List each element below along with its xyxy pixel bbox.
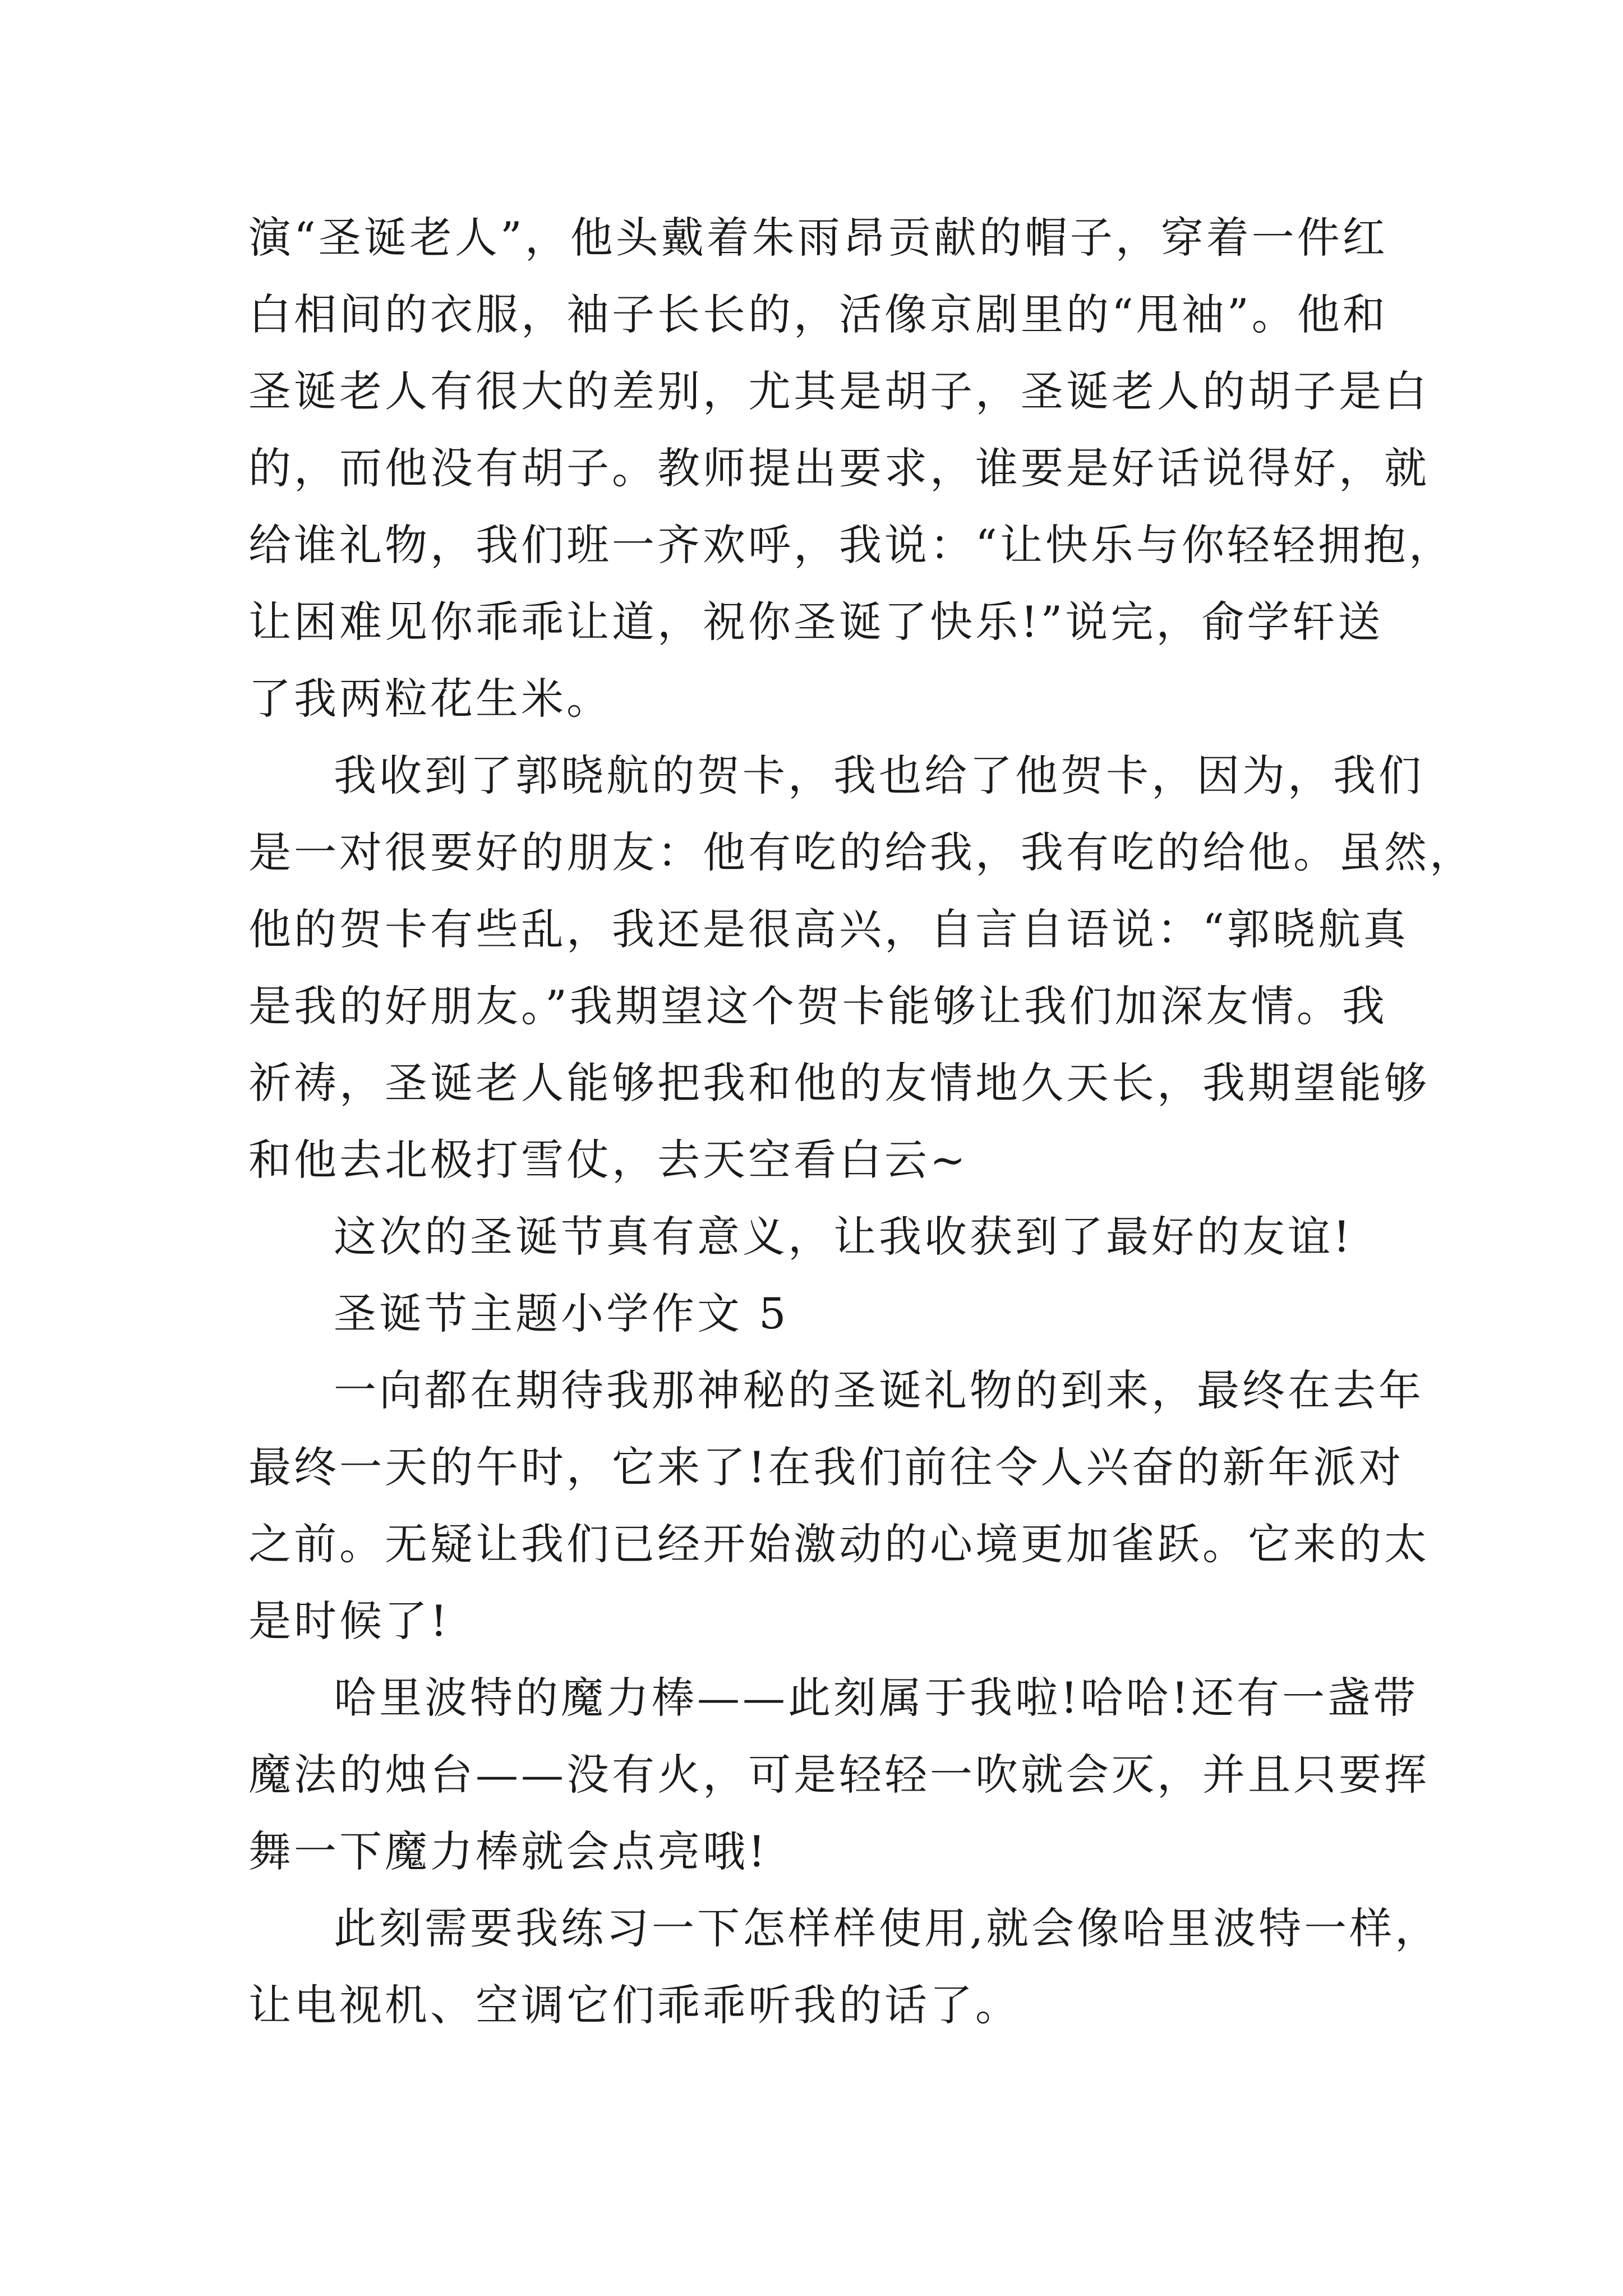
text-line: 他的贺卡有些乱，我还是很高兴，自言自语说：“郭晓航真 xyxy=(248,904,1409,954)
paragraph-start-line: 我收到了郭晓航的贺卡，我也给了他贺卡，因为，我们 xyxy=(334,751,1424,800)
section-heading: 圣诞节主题小学作文 5 xyxy=(334,1289,789,1338)
paragraph-start-line: 哈里波特的魔力棒——此刻属于我啦!哈哈!还有一盏带 xyxy=(334,1673,1419,1723)
text-line: 白相间的衣服，袖子长长的，活像京剧里的“甩袖”。他和 xyxy=(248,289,1388,339)
text-line: 最终一天的午时，它来了!在我们前往令人兴奋的新年派对 xyxy=(248,1442,1404,1492)
text-line: 是时候了! xyxy=(248,1596,450,1646)
text-line: 魔法的烛台——没有火，可是轻轻一吹就会灭，并且只要挥 xyxy=(248,1750,1430,1800)
paragraph-start-line: 一向都在期待我那神秘的圣诞礼物的到来，最终在去年 xyxy=(334,1365,1424,1415)
paragraph-start-line: 这次的圣诞节真有意义，让我收获到了最好的友谊! xyxy=(334,1212,1353,1262)
text-line: 舞一下魔力棒就会点亮哦! xyxy=(248,1826,768,1876)
text-line: 是我的好朋友。”我期望这个贺卡能够让我们加深友情。我 xyxy=(248,981,1387,1031)
text-line: 和他去北极打雪仗，去天空看白云~ xyxy=(248,1135,969,1185)
text-line: 了我两粒花生米。 xyxy=(248,674,612,724)
text-line: 是一对很要好的朋友：他有吃的给我，我有吃的给他。虽然， xyxy=(248,827,1475,877)
text-line: 给谁礼物，我们班一齐欢呼，我说：“让快乐与你轻轻拥抱， xyxy=(248,520,1454,570)
text-line: 祈祷，圣诞老人能够把我和他的友情地久天长，我期望能够 xyxy=(248,1058,1430,1108)
text-line: 圣诞老人有很大的差别，尤其是胡子，圣诞老人的胡子是白 xyxy=(248,366,1430,416)
paragraph-start-line: 此刻需要我练习一下怎样样使用,就会像哈里波特一样， xyxy=(334,1903,1441,1953)
text-line: 让电视机、空调它们乖乖听我的话了。 xyxy=(248,1980,1021,2030)
text-line: 的，而他没有胡子。教师提出要求，谁要是好话说得好，就 xyxy=(248,443,1430,493)
text-line: 之前。无疑让我们已经开始激动的心境更加雀跃。它来的太 xyxy=(248,1519,1430,1569)
text-line: 演“圣诞老人”，他头戴着朱雨昂贡献的帽子，穿着一件红 xyxy=(248,213,1388,263)
essay-body xyxy=(248,199,1475,2044)
text-line: 让困难见你乖乖让道，祝你圣诞了快乐!”说完，俞学轩送 xyxy=(248,597,1384,647)
